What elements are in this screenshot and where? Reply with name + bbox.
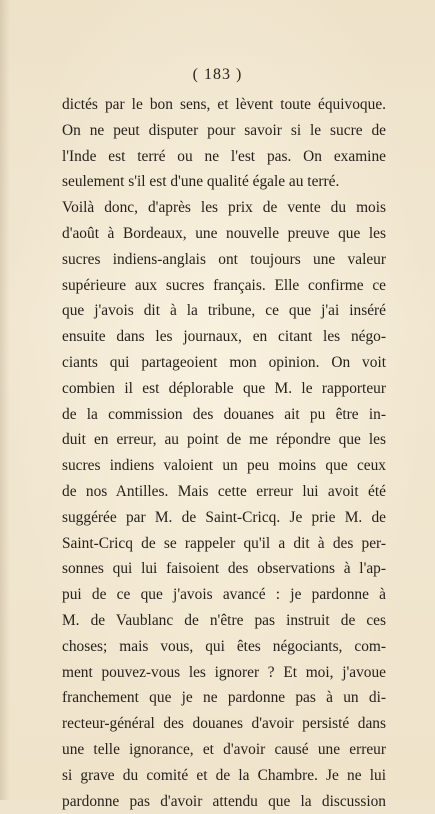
text-line: l'Inde est terré ou ne l'est pas. On examine [62,147,386,165]
page-edge-shadow [0,0,10,800]
text-line: Saint-Cricq de se rappeler qu'il a dit à des per- [62,534,386,552]
text-line: M. de Vaublanc de n'être pas instruit de ces [62,611,386,629]
text-line: dictés par le bon sens, et lèvent toute équivoque. [62,96,386,113]
text-line: suggérée par M. de Saint-Cricq. Je prie M. de [62,508,386,526]
text-line: duit en erreur, au point de me répondre que les [62,431,386,449]
page-number: ( 183 ) [192,66,243,83]
body-text [62,92,386,814]
text-line: pardonne pas d'avoir attendu que la discussion [62,792,386,810]
text-line: ciants qui partageoient mon opinion. On voit [62,353,386,371]
text-line: de la commission des douanes ait pu être in- [62,405,386,423]
text-line: combien il est déplorable que M. le rapporteur [62,379,386,397]
text-line: une telle ignorance, et d'avoir causé une erreur [62,740,386,758]
text-line: recteur-général des douanes d'avoir persisté dans [62,715,386,733]
text-line: On ne peut disputer pour savoir si le sucre de [62,121,386,139]
text-line: Voilà donc, d'après les prix de vente du mois [62,199,386,217]
text-line: que j'avois dit à la tribune, ce que j'ai inséré [62,302,386,320]
text-line: sonnes qui lui faisoient des observations à l'ap- [62,560,386,578]
text-line: d'août à Bordeaux, une nouvelle preuve que les [62,224,386,242]
text-line: seulement s'il est d'une qualité égale au terré. [62,173,340,191]
text-line: ensuite dans les journaux, en citant les négo- [62,328,386,346]
text-line: ment pouvez-vous les ignorer ? Et moi, j'avoue [62,663,386,681]
text-line: supérieure aux sucres français. Elle confirme ce [62,276,386,294]
text-line: franchement que je ne pardonne pas à un di- [62,689,386,707]
text-line: sucres indiens valoient un peu moins que ceux [62,457,386,475]
text-line: de nos Antilles. Mais cette erreur lui avoit été [62,482,386,500]
text-line: choses; mais vous, qui êtes négociants, com- [62,637,386,655]
text-line: si grave du comité et de la Chambre. Je ne lui [62,766,386,784]
text-line: pui de ce que j'avois avancé : je pardonne à [62,586,386,604]
text-line: sucres indiens-anglais ont toujours une valeur [62,250,386,268]
